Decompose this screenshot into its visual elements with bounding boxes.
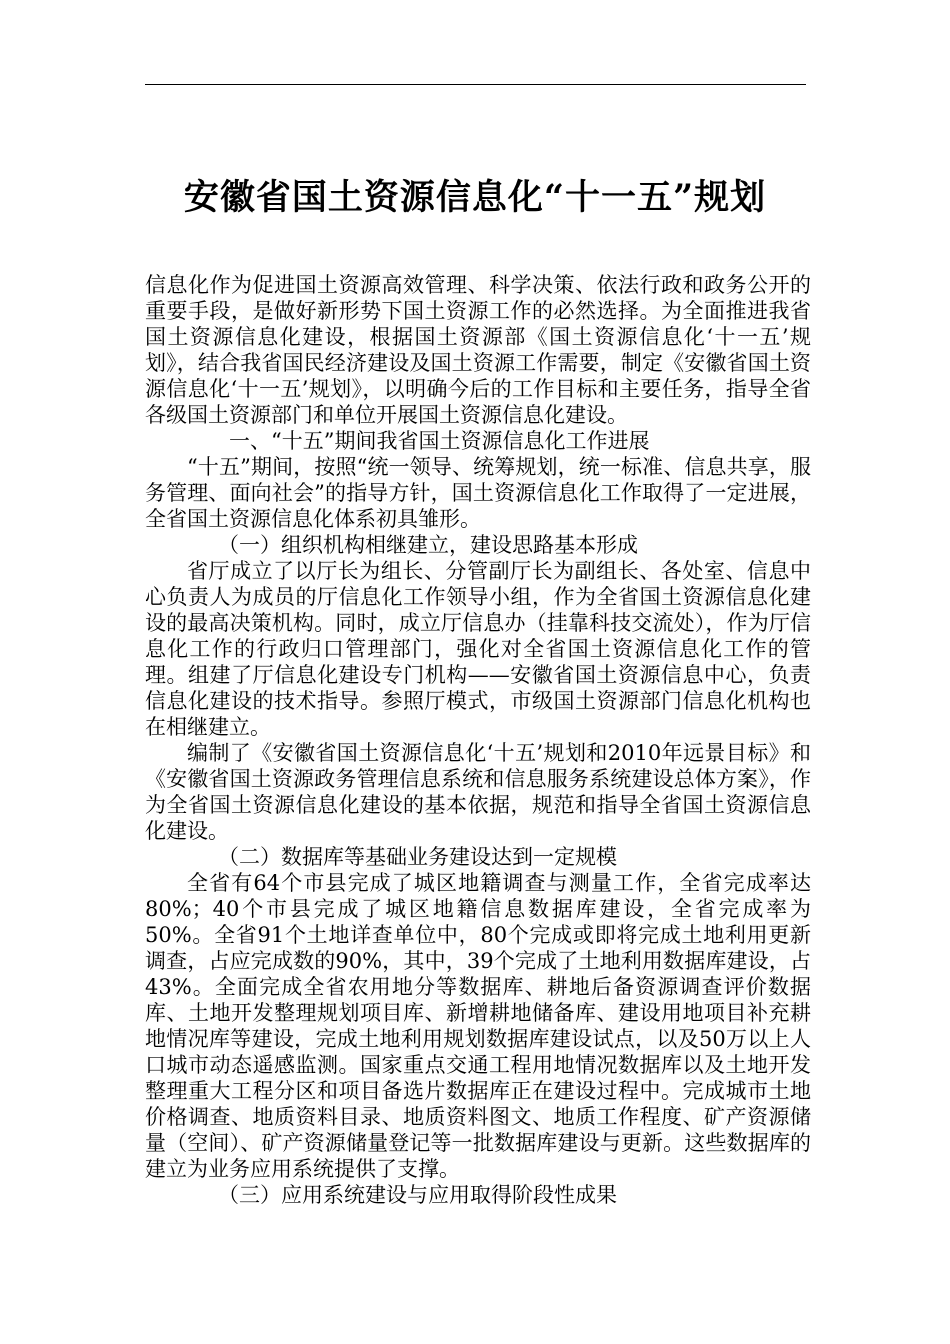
subsection-heading-1: （一）组织机构相继建立，建设思路基本形成 — [218, 533, 638, 557]
document-title: 安徽省国土资源信息化“十一五”规划 — [183, 177, 767, 218]
subsection-heading-2: （二）数据库等基础业务建设达到一定规模 — [218, 845, 617, 869]
intro-paragraph: 信息化作为促进国土资源高效管理、科学决策、依法行政和政务公开的重要手段，是做好新形势下国土资源工作的必然选择。为全面推进我省国土资源信息化建设，根据国土资源部《国土资源信息化‘十一五’规划》，结合我省国民经济建设及国土资源工作需要，制定《安徽省国土资源信息化‘十一五’规划》，以明确今后的工作目标和主要任务，指导全省各级国土资源部门和单位开展国土资源信息化建设。 — [145, 273, 811, 427]
body-paragraph: 编制了《安徽省国土资源信息化‘十五’规划和2010年远景目标》和《安徽省国土资源政务管理信息系统和信息服务系统建设总体方案》，作为全省国土资源信息化建设的基本依据，规范和指导全省国土资源信息化建设。 — [145, 741, 811, 843]
header-rule — [145, 84, 806, 85]
document-body — [145, 272, 811, 1208]
body-paragraph: “十五”期间，按照“统一领导、统筹规划，统一标准、信息共享，服务管理、面向社会”的指导方针，国土资源信息化工作取得了一定进展，全省国土资源信息化体系初具雏形。 — [145, 455, 811, 531]
body-paragraph: 省厅成立了以厅长为组长、分管副厅长为副组长、各处室、信息中心负责人为成员的厅信息化工作领导小组，作为全省国土资源信息化建设的最高决策机构。同时，成立厅信息办（挂靠科技交流处），作为厅信息化工作的行政归口管理部门，强化对全省国土资源信息化工作的管理。组建了厅信息化建设专门机构——安徽省国土资源信息中心，负责信息化建设的技术指导。参照厅模式，市级国土资源部门信息化机构也在相继建立。 — [145, 559, 811, 739]
section-heading-1: 一、“十五”期间我省国土资源信息化工作进展 — [229, 429, 650, 453]
subsection-heading-3: （三）应用系统建设与应用取得阶段性成果 — [218, 1183, 617, 1207]
body-paragraph: 全省有64个市县完成了城区地籍调查与测量工作，全省完成率达80%；40个市县完成了城区地籍信息数据库建设，全省完成率为50%。全省91个土地详查单位中，80个完成或即将完成土地利用更新调查，占应完成数的90%，其中，39个完成了土地利用数据库建设，占43%。全面完成全省农用地分等数据库、耕地后备资源调查评价数据库、土地开发整理规划项目库、新增耕地储备库、建设用地项目补充耕地情况库等建设，完成土地利用规划数据库建设试点，以及50万以上人口城市动态遥感监测。国家重点交通工程用地情况数据库以及土地开发整理重大工程分区和项目备选片数据库正在建设过程中。完成城市土地价格调查、地质资料目录、地质资料图文、地质工作程度、矿产资源储量（空间）、矿产资源储量登记等一批数据库建设与更新。这些数据库的建立为业务应用系统提供了支撑。 — [145, 871, 811, 1181]
